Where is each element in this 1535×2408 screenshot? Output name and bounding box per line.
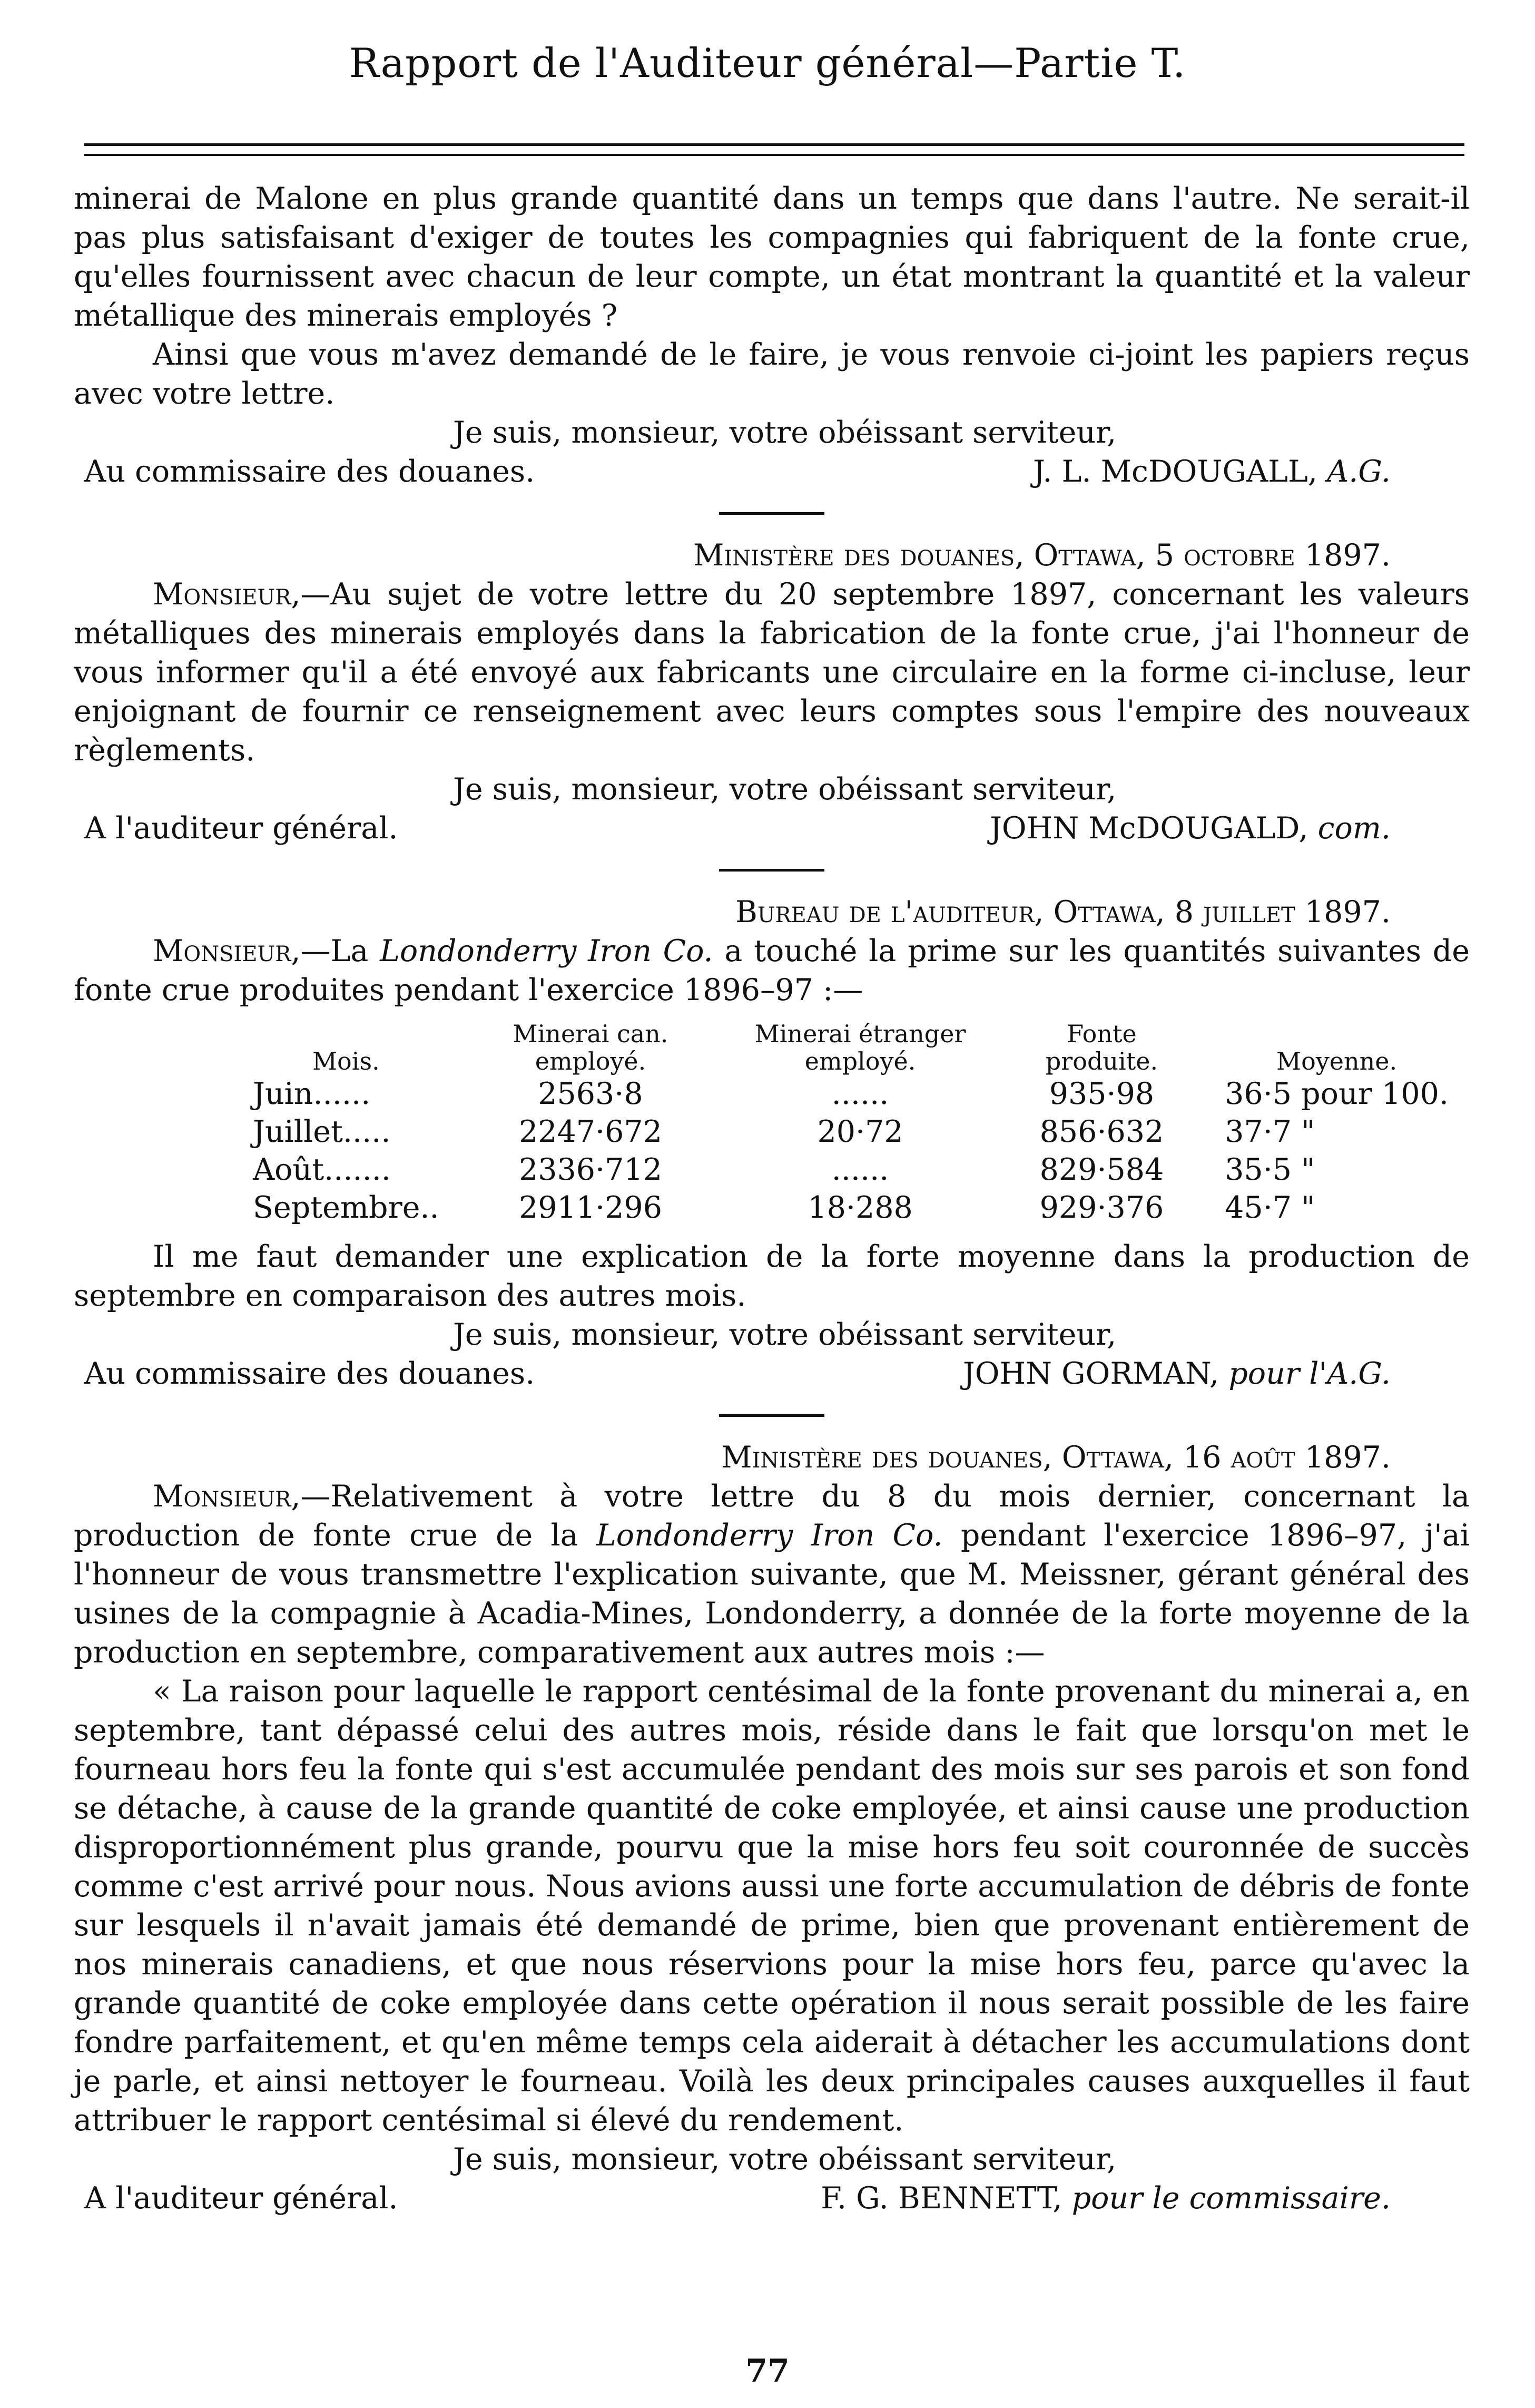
- letter3-closing: Je suis, monsieur, votre obéissant serviteur,: [453, 1317, 1117, 1352]
- table-cell: ......: [831, 1152, 889, 1187]
- letter2-signature-line: [74, 809, 1470, 848]
- table-cell: 829·584: [1039, 1152, 1164, 1187]
- letter3-dateline: Bureau de l'auditeur, Ottawa, 8 juillet 1897.: [735, 895, 1391, 929]
- table-row: [232, 1075, 1470, 1113]
- table-row: [232, 1151, 1470, 1189]
- letter2-paragraph: Monsieur,—Au sujet de votre lettre du 20 septembre 1897, concernant les valeurs métalliques des minerais employés dans la fabrication de la fonte crue, j'ai l'honneur de vous informer qu'il a été envoyé aux fabricants une circulaire en la forme ci-incluse, leur enjoignant de fournir ce renseignement avec leurs comptes sous l'empire des nouveaux règlements.: [74, 577, 1470, 768]
- table-cell: 2336·712: [518, 1152, 662, 1187]
- table-cell: 36·5 pour 100.: [1225, 1076, 1449, 1111]
- table-cell: 2247·672: [518, 1114, 662, 1149]
- letter1-paragraph-2: Ainsi que vous m'avez demandé de le faire, je vous renvoie ci-joint les papiers reçus avec votre lettre.: [74, 337, 1470, 411]
- letter3-paragraph-2: Il me faut demander une explication de la forte moyenne dans la production de septembre en comparaison des autres mois.: [74, 1239, 1470, 1313]
- table-cell: ......: [831, 1076, 889, 1111]
- letter4-signature: F. G. BENNETT, pour le commissaire.: [821, 2181, 1391, 2216]
- letter2-dateline: Ministère des douanes, Ottawa, 5 octobre 1897.: [693, 538, 1391, 573]
- header-rule-bottom: [84, 154, 1464, 156]
- prime-table: [232, 1020, 1470, 1227]
- letter4-dateline: Ministère des douanes, Ottawa, 16 août 1897.: [721, 1440, 1391, 1475]
- letter2-closing: Je suis, monsieur, votre obéissant serviteur,: [453, 772, 1117, 807]
- table-cell: 35·5 ": [1225, 1152, 1315, 1187]
- letter2-signature: JOHN McDOUGALD, com.: [990, 811, 1391, 846]
- running-header: Rapport de l'Auditeur général—Partie T.: [349, 40, 1186, 86]
- letter3-signature-line: [74, 1354, 1470, 1393]
- letter1-paragraph: minerai de Malone en plus grande quantité dans un temps que dans l'autre. Ne serait-il pas plus satisfaisant d'exiger de toutes les compagnies qui fabriquent de la fonte crue, qu'elles fournissent avec chacun de leur compte, un état montrant la quantité et la valeur métallique des minerais employés ?: [74, 181, 1470, 333]
- table-cell: 2911·296: [518, 1190, 662, 1225]
- table-header: Mois.: [312, 1047, 380, 1075]
- table-header: Moyenne.: [1276, 1047, 1398, 1075]
- table-header: Minerai can. employé.: [513, 1020, 668, 1075]
- table-cell: 18·288: [808, 1190, 913, 1225]
- letter4-paragraph: Monsieur,—Relativement à votre lettre du 8 du mois dernier, concernant la production de fonte crue de la Londonderry Iron Co. pendant l'exercice 1896–97, j'ai l'honneur de vous transmettre l'explication suivante, que M. Meissner, gérant général des usines de la compagnie à Acadia-Mines, Londonderry, a donnée de la forte moyenne de la production en septembre, comparativement aux autres mois :—: [74, 1479, 1470, 1670]
- letter1-signature-line: [74, 452, 1470, 491]
- table-row: [232, 1189, 1470, 1227]
- table-cell: 935·98: [1049, 1076, 1155, 1111]
- letter3-paragraph: Monsieur,—La Londonderry Iron Co. a touché la prime sur les quantités suivantes de fonte crue produites pendant l'exercice 1896–97 :—: [74, 934, 1470, 1007]
- header-rule-top: [84, 143, 1464, 146]
- table-cell: 45·7 ": [1225, 1190, 1315, 1225]
- separator-3: [719, 1414, 824, 1417]
- letter2-addressee: A l'auditeur général.: [84, 811, 398, 846]
- page-body: [74, 179, 1470, 2218]
- table-cell: 856·632: [1039, 1114, 1164, 1149]
- separator-1: [719, 512, 824, 515]
- letter4-closing: Je suis, monsieur, votre obéissant serviteur,: [453, 2142, 1117, 2177]
- letter1-closing: Je suis, monsieur, votre obéissant serviteur,: [453, 415, 1117, 450]
- letter4-addressee: A l'auditeur général.: [84, 2181, 398, 2216]
- table-cell: 20·72: [817, 1114, 903, 1149]
- table-cell: Juin......: [253, 1076, 371, 1111]
- letter3-signature: JOHN GORMAN, pour l'A.G.: [962, 1356, 1391, 1391]
- letter3-addressee: Au commissaire des douanes.: [84, 1356, 535, 1391]
- table-cell: Août.......: [253, 1152, 391, 1187]
- table-cell: Septembre..: [253, 1190, 439, 1225]
- table-cell: 929·376: [1039, 1190, 1164, 1225]
- letter1-addressee: Au commissaire des douanes.: [84, 454, 535, 489]
- table-header: Minerai étranger employé.: [754, 1020, 966, 1075]
- letter4-quote: « La raison pour laquelle le rapport centésimal de la fonte provenant du minerai a, en septembre, tant dépassé celui des autres mois, réside dans le fait que lorsqu'on met le fourneau hors feu la fonte qui s'est accumulée pendant des mois sur ses parois et son fond se détache, à cause de la grande quantité de coke employée, et ainsi cause une production disproportionnément plus grande, pourvu que la mise hors feu soit couronnée de succès comme c'est arrivé pour nous. Nous avions aussi une forte accumulation de débris de fonte sur lesquels il n'avait jamais été demandé de prime, bien que provenant entièrement de nos minerais canadiens, et que nous réservions pour la mise hors feu, parce qu'avec la grande quantité de coke employée dans cette opération il nous serait possible de les faire fondre parfaitement, et qu'en même temps cela aiderait à détacher les accumulations dont je parle, et ainsi nettoyer le fourneau. Voilà les deux principales causes auxquelles il faut attribuer le rapport centésimal si élevé du rendement.: [74, 1674, 1470, 2138]
- table-header: Fonte produite.: [1045, 1020, 1158, 1075]
- table-row: [232, 1113, 1470, 1151]
- table-cell: 2563·8: [538, 1076, 643, 1111]
- page-number: 77: [745, 2353, 790, 2390]
- separator-2: [719, 869, 824, 872]
- table-cell: Juillet.....: [253, 1114, 391, 1149]
- letter1-signature: J. L. McDOUGALL, A.G.: [1032, 454, 1391, 489]
- letter4-signature-line: [74, 2179, 1470, 2218]
- table-cell: 37·7 ": [1225, 1114, 1315, 1149]
- table-header-row: [232, 1020, 1470, 1075]
